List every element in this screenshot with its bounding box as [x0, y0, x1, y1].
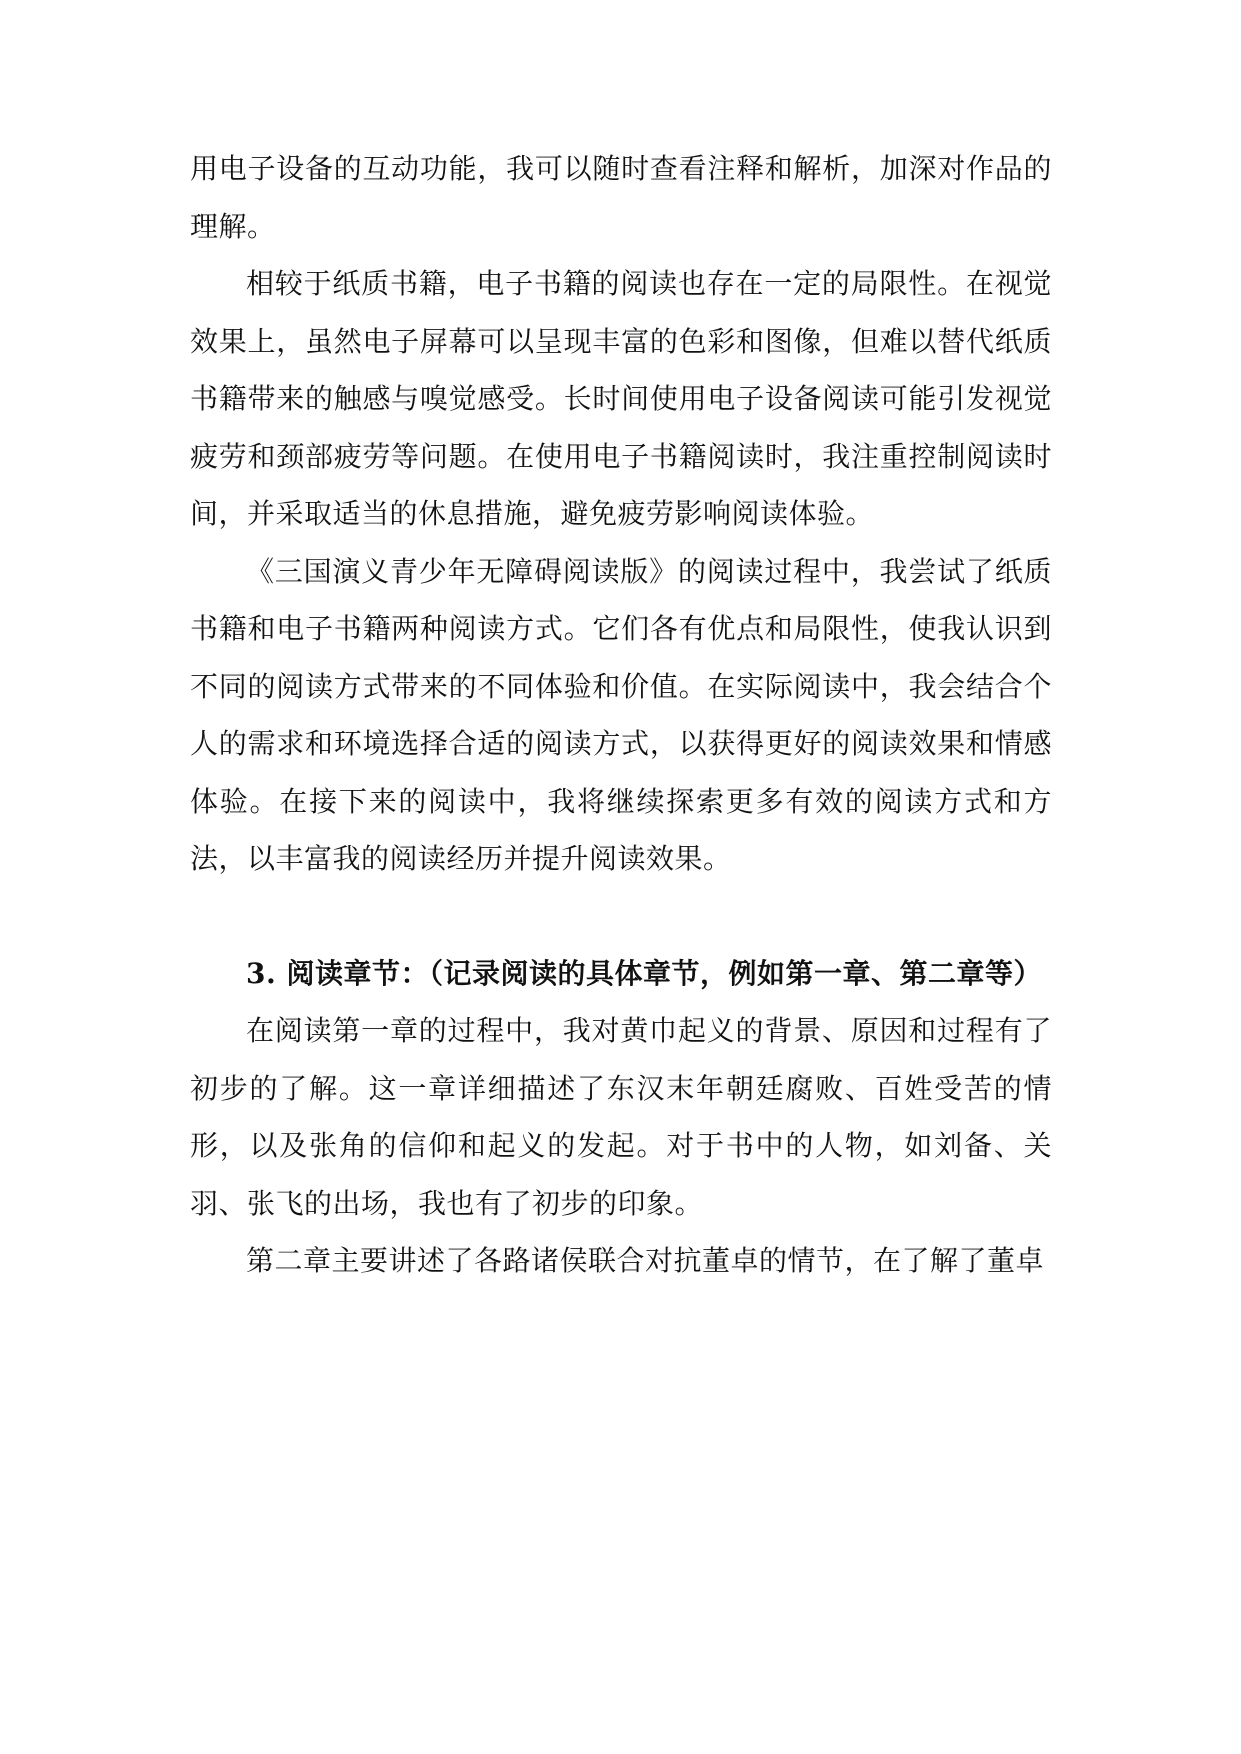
document-body: [190, 140, 1052, 1290]
paragraph-chapter-one: 在阅读第一章的过程中，我对黄巾起义的背景、原因和过程有了初步的了解。这一章详细描述了东汉末年朝廷腐败、百姓受苦的情形，以及张角的信仰和起义的发起。对于书中的人物，如刘备、关羽、张飞的出场，我也有了初步的印象。: [190, 1014, 1052, 1220]
paragraph-reading-methods-summary: 《三国演义青少年无障碍阅读版》的阅读过程中，我尝试了纸质书籍和电子书籍两种阅读方式。它们各有优点和局限性，使我认识到不同的阅读方式带来的不同体验和价值。在实际阅读中，我会结合个人的需求和环境选择合适的阅读方式，以获得更好的阅读效果和情感体验。在接下来的阅读中，我将继续探索更多有效的阅读方式和方法，以丰富我的阅读经历并提升阅读效果。: [190, 554, 1052, 875]
paragraph-ebook-limitations: 相较于纸质书籍，电子书籍的阅读也存在一定的局限性。在视觉效果上，虽然电子屏幕可以呈现丰富的色彩和图像，但难以替代纸质书籍带来的触感与嗅觉感受。长时间使用电子设备阅读可能引发视觉疲劳和颈部疲劳等问题。在使用电子书籍阅读时，我注重控制阅读时间，并采取适当的休息措施，避免疲劳影响阅读体验。: [190, 267, 1052, 530]
paragraph-chapter-two: 第二章主要讲述了各路诸侯联合对抗董卓的情节，在了解了董卓: [246, 1244, 1045, 1277]
section-heading-reading-chapters: 3. 阅读章节：（记录阅读的具体章节，例如第一章、第二章等）: [246, 956, 1042, 990]
paragraph-continuation: 用电子设备的互动功能，我可以随时查看注释和解析，加深对作品的理解。: [190, 152, 1052, 243]
